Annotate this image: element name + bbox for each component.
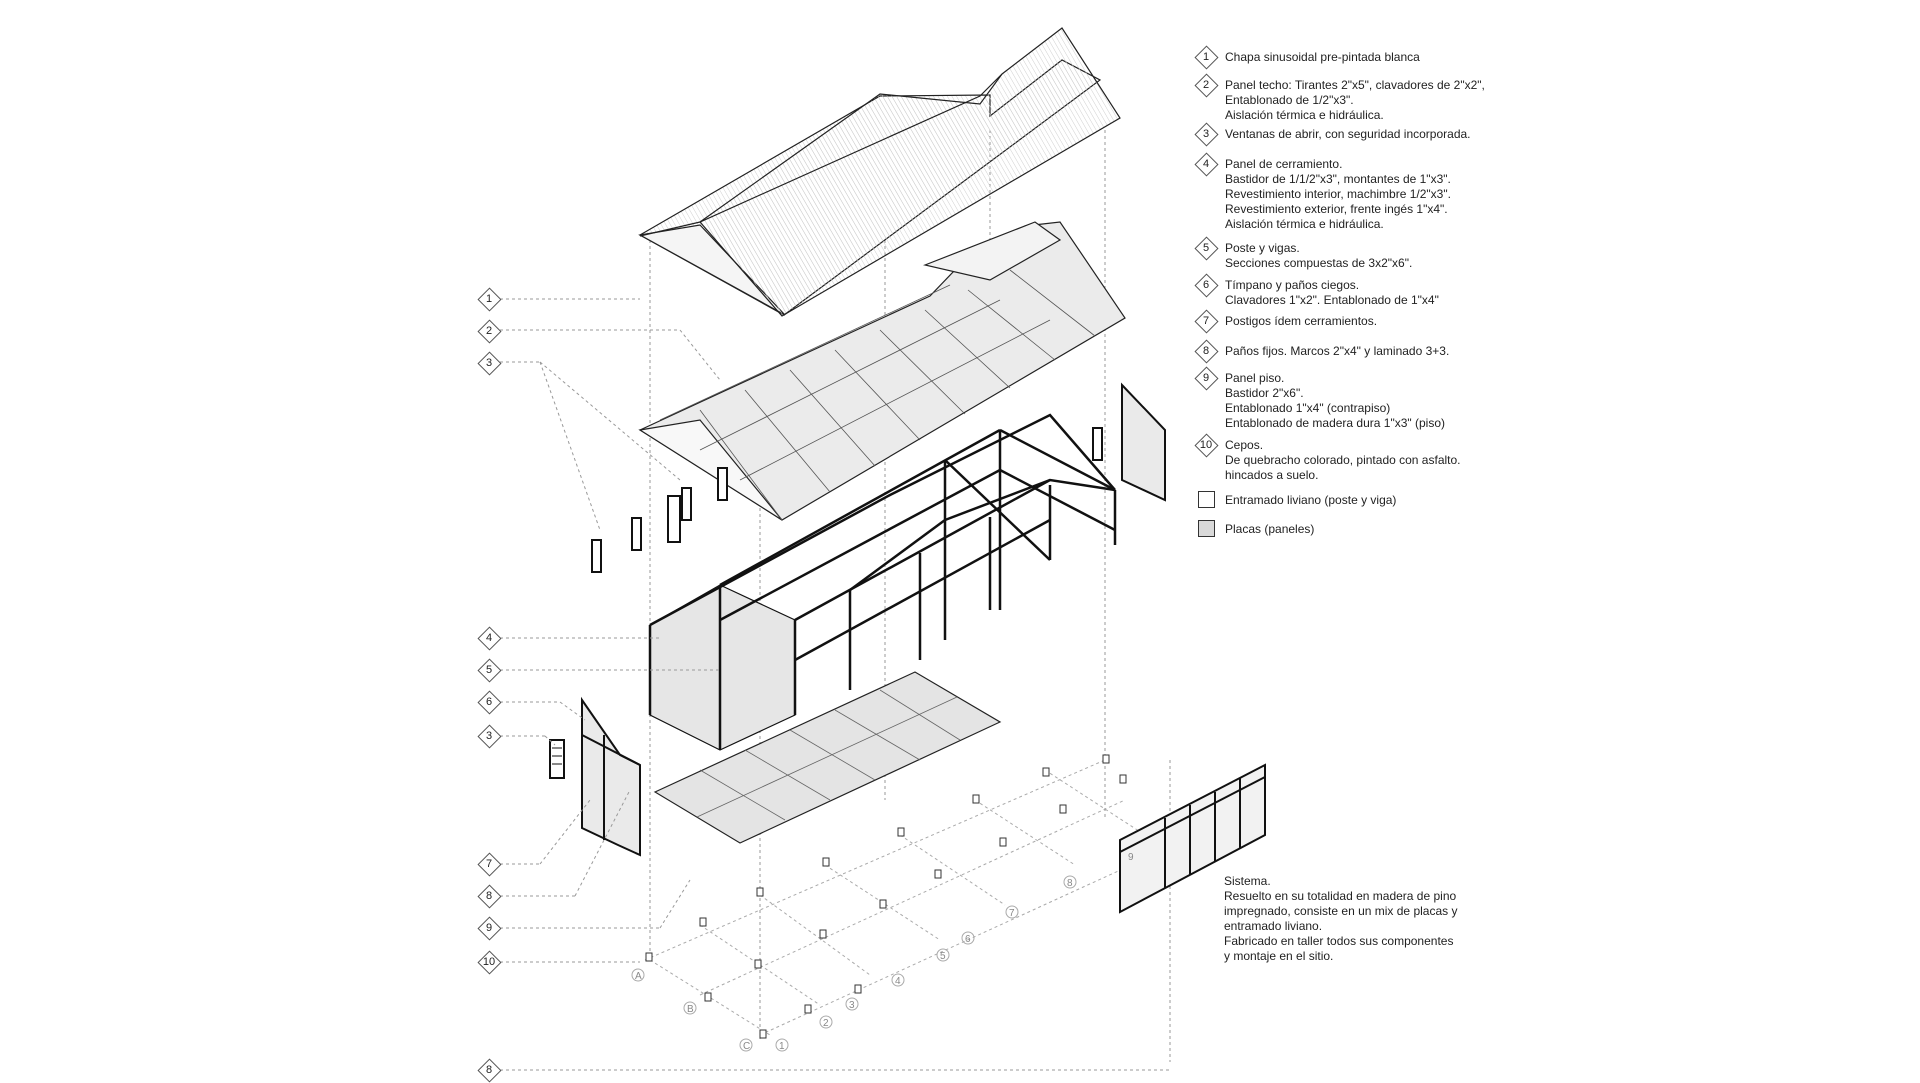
swatch-item-framing <box>1198 491 1396 508</box>
swatch-label: Placas (paneles) <box>1225 521 1315 536</box>
legend-item-5 <box>1195 241 1412 271</box>
legend-line: Aislación térmica e hidráulica. <box>1225 108 1384 122</box>
legend-line: Poste y vigas. <box>1225 241 1300 255</box>
legend-line: Entablonado 1"x4" (contrapiso) <box>1225 401 1391 415</box>
legend-line: De quebracho colorado, pintado con asfalto. <box>1225 453 1461 467</box>
legend-tag-10: 10 <box>1195 434 1217 456</box>
legend-line: Revestimiento exterior, frente ingés 1"x4". <box>1225 202 1448 216</box>
legend-item-4 <box>1195 157 1451 232</box>
legend-tag-2: 2 <box>1195 74 1217 96</box>
grid-number-5: 5 <box>940 951 946 962</box>
legend-line: Panel de cerramiento. <box>1225 157 1343 171</box>
note-line: Resuelto en su totalidad en madera de pino <box>1224 889 1457 903</box>
legend-line: Panel piso. <box>1225 371 1285 385</box>
legend-line: Panel techo: Tirantes 2"x5", clavadores de 2"x2", <box>1225 78 1485 92</box>
left-tag-3b: 3 <box>478 725 500 747</box>
legend-line: Revestimiento interior, machimbre 1/2"x3". <box>1225 187 1451 201</box>
legend-tag-5: 5 <box>1195 237 1217 259</box>
windows-left <box>592 468 727 572</box>
legend-tag-7: 7 <box>1195 310 1217 332</box>
grid-number-6: 6 <box>965 934 971 945</box>
legend-item-7 <box>1195 314 1377 332</box>
left-tag-6: 6 <box>478 691 500 713</box>
grid-number-8: 8 <box>1067 878 1073 889</box>
left-tag-8: 8 <box>478 885 500 907</box>
legend-line: Ventanas de abrir, con seguridad incorporada. <box>1225 127 1471 141</box>
legend-line: Paños fijos. Marcos 2"x4" y laminado 3+3. <box>1225 344 1450 358</box>
note-line: Sistema. <box>1224 874 1271 888</box>
legend-line: Tímpano y paños ciegos. <box>1225 278 1360 292</box>
system-note <box>1224 874 1457 964</box>
swatch-item-panels <box>1198 520 1314 537</box>
grid-labels <box>632 876 1076 1052</box>
fixed-panel-tag: 9 <box>1128 852 1134 863</box>
grid-number-1: 1 <box>779 1041 785 1052</box>
legend-tag-8: 8 <box>1195 340 1217 362</box>
legend-tag-3: 3 <box>1195 123 1217 145</box>
legend-tag-6: 6 <box>1195 274 1217 296</box>
legend-line: Bastidor 2"x6". <box>1225 386 1304 400</box>
legend-line: Entablonado de 1/2"x3". <box>1225 93 1354 107</box>
legend-item-1 <box>1195 50 1420 68</box>
legend-line: Aislación térmica e hidráulica. <box>1225 217 1384 231</box>
grid-number-2: 2 <box>823 1018 829 1029</box>
legend-item-8 <box>1195 344 1449 362</box>
grid-number-7: 7 <box>1009 908 1015 919</box>
legend-line: Secciones compuestas de 3x2"x6". <box>1225 256 1413 270</box>
legend-line: Entablonado de madera dura 1"x3" (piso) <box>1225 416 1445 430</box>
legend-line: hincados a suelo. <box>1225 468 1319 482</box>
note-line: y montaje en el sitio. <box>1224 949 1334 963</box>
legend-tag-9: 9 <box>1195 367 1217 389</box>
note-line: entramado liviano. <box>1224 919 1323 933</box>
left-tag-10: 10 <box>478 951 500 973</box>
left-tag-3: 3 <box>478 352 500 374</box>
left-tag-2: 2 <box>478 320 500 342</box>
legend-line: Clavadores 1"x2". Entablonado de 1"x4" <box>1225 293 1439 307</box>
legend-tag-4: 4 <box>1195 153 1217 175</box>
legend-item-6 <box>1195 278 1439 308</box>
bottom-tag-8: 8 <box>478 1059 500 1081</box>
left-tag-4: 4 <box>478 627 500 649</box>
grid-letter-c: C <box>743 1041 751 1052</box>
legend-item-2 <box>1195 78 1485 123</box>
note-line: impregnado, consiste en un mix de placas y <box>1224 904 1458 918</box>
swatch-label: Entramado liviano (poste y viga) <box>1225 492 1397 507</box>
grid-number-4: 4 <box>895 976 901 987</box>
legend-item-3 <box>1195 127 1471 145</box>
grid-letter-a: A <box>635 971 642 982</box>
left-tag-5: 5 <box>478 659 500 681</box>
grid-number-3: 3 <box>849 1000 855 1011</box>
legend-line: Bastidor de 1/1/2"x3", montantes de 1"x3". <box>1225 172 1451 186</box>
legend-line: Chapa sinusoidal pre-pintada blanca <box>1225 50 1420 64</box>
legend-item-10 <box>1195 438 1461 483</box>
legend-line: Postigos ídem cerramientos. <box>1225 314 1378 328</box>
grid-letter-b: B <box>687 1004 694 1015</box>
left-tag-9: 9 <box>478 917 500 939</box>
left-tag-1: 1 <box>478 288 500 310</box>
gable-shutter-panel <box>550 700 640 855</box>
legend-tag-1: 1 <box>1195 46 1217 68</box>
legend-item-9 <box>1195 371 1445 431</box>
swatch-panels <box>1198 520 1215 537</box>
legend-line: Cepos. <box>1225 438 1264 452</box>
note-line: Fabricado en taller todos sus componentes <box>1224 934 1454 948</box>
left-tag-7: 7 <box>478 853 500 875</box>
swatch-framing <box>1198 491 1215 508</box>
